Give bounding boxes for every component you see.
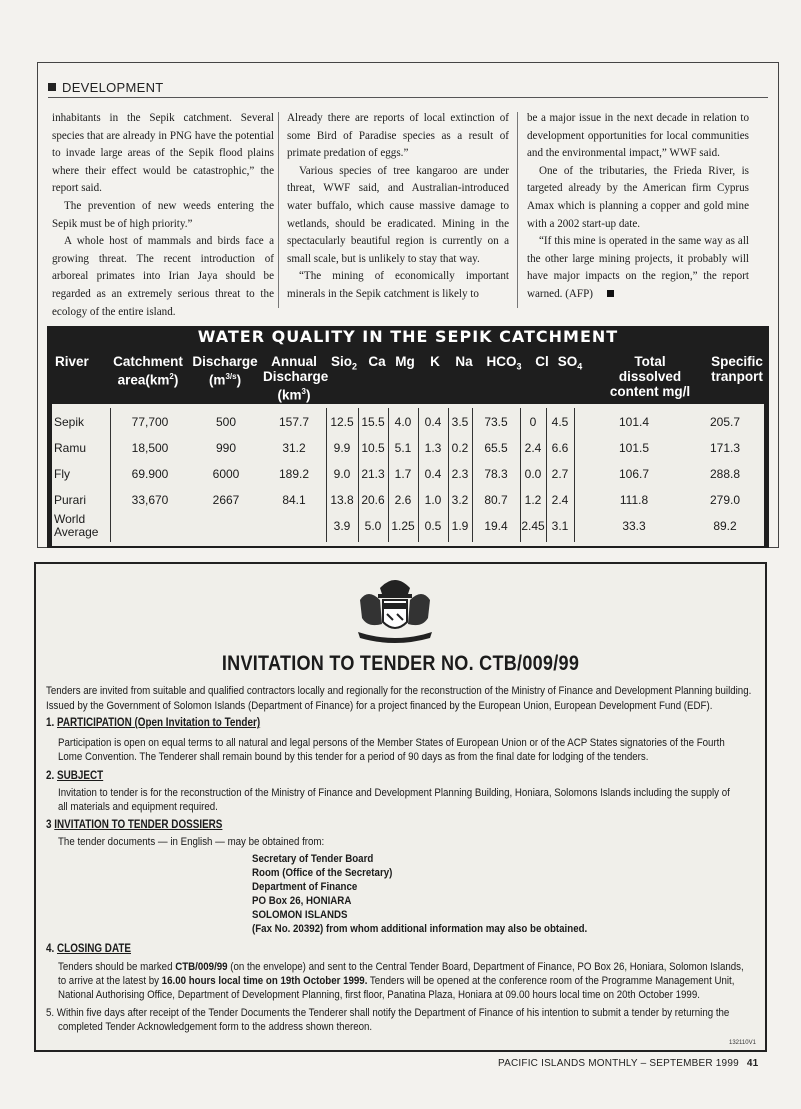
- header-specific-transport: [707, 354, 767, 384]
- cell-area: [110, 514, 190, 538]
- header-so4: $SO_4$: [557, 354, 583, 372]
- header-text: Discharge: [263, 369, 329, 384]
- header-total-dissolved: [595, 354, 705, 399]
- header-hco3: $HCO_3$: [486, 354, 522, 372]
- header-na: Na: [455, 354, 473, 369]
- table-body: [52, 404, 764, 546]
- tender-text: [58, 960, 774, 974]
- cell-cl: 0.0: [524, 467, 542, 481]
- cell-discharge: 6000: [212, 467, 240, 481]
- column-divider: [278, 112, 279, 308]
- cell-annual: 189.2: [278, 467, 310, 481]
- address-line: Department of Finance: [252, 881, 358, 893]
- text-run: Tenders should be marked: [58, 961, 176, 973]
- cell-k: 1.3: [424, 441, 442, 455]
- tender-text: The tender documents — in English — may be obtained from:: [58, 836, 325, 848]
- cell-mg: 5.1: [394, 441, 412, 455]
- cell-area: 77,700: [131, 415, 169, 429]
- cell-annual: 84.1: [282, 493, 306, 507]
- header-text: Discharge: [192, 354, 258, 369]
- section-number: 4.: [46, 943, 55, 955]
- address-line: SOLOMON ISLANDS: [252, 909, 348, 921]
- cell-river: Ramu: [54, 441, 87, 455]
- cell-na: 2.3: [451, 467, 469, 481]
- cell-ca: 5.0: [364, 519, 382, 533]
- cell-sio2: 13.8: [330, 493, 354, 507]
- header-text: (m: [208, 372, 226, 388]
- section-number: 3: [46, 819, 52, 831]
- cell-k: 0.4: [424, 415, 442, 429]
- table-row: [52, 488, 764, 512]
- cell-river: Sepik: [54, 415, 85, 429]
- section-number: 1.: [46, 717, 55, 729]
- section-heading-closing-date: [46, 942, 131, 956]
- cell-hco3: 19.4: [484, 519, 508, 533]
- cell-na: 1.9: [451, 519, 469, 533]
- header-text: dissolved: [618, 369, 682, 384]
- square-bullet-icon: [48, 83, 56, 91]
- cell-total: 101.4: [618, 415, 650, 429]
- header-k: K: [430, 354, 440, 369]
- table-row: [52, 462, 764, 486]
- tender-intro: Tenders are invited from suitable and qualified contractors locally and regionally for the reconstruction of the Ministry of Finance and Development Planning building.: [46, 685, 752, 697]
- cell-so4: 6.6: [551, 441, 569, 455]
- address-line: (Fax No. 20392) from whom additional information may also be obtained.: [252, 923, 588, 935]
- cell-area: 18,500: [131, 441, 169, 455]
- cell-k: 1.0: [424, 493, 442, 507]
- cell-area: 69.900: [131, 467, 169, 481]
- cell-k: 0.5: [424, 519, 442, 533]
- tender-text: Participation is open on equal terms to all natural and legal persons of the Member States of European Union or of the ACP States signatories of the Fourth: [58, 737, 725, 749]
- cell-na: 3.2: [451, 493, 469, 507]
- section-heading-text: CLOSING DATE: [57, 943, 132, 955]
- cell-ca: 20.6: [361, 493, 385, 507]
- article-column-1: [52, 110, 274, 321]
- section-heading-text: PARTICIPATION (Open Invitation to Tender): [57, 717, 261, 729]
- cell-cl: 2.4: [524, 441, 542, 455]
- tender-text: 5. Within five days after receipt of the Tender Documents the Tenderer shall notify the Department of Finance of his intention to submit a tender by returning the: [46, 1007, 730, 1019]
- paragraph: be a major issue in the next decade in relation to development opportunities for local communities and the environmental impact,” WWF said.: [527, 112, 749, 160]
- header-cl: Cl: [535, 354, 549, 369]
- tender-text: Invitation to tender is for the reconstruction of the Ministry of Finance and Development Planning Building, Honiara, Solomons Islands including the supply of: [58, 787, 730, 799]
- cell-annual: 31.2: [282, 441, 306, 455]
- paragraph: [527, 233, 749, 303]
- paragraph: The prevention of new weeds entering the Sepik must be of high priority.”: [52, 199, 274, 230]
- cell-total: 101.5: [618, 441, 650, 455]
- tender-intro: Issued by the Government of Solomon Islands (Department of Finance) for a project financed by the European Union, European Development Fund (EDF).: [46, 700, 713, 712]
- river-name: Average: [54, 525, 99, 539]
- header-text: SO: [557, 354, 578, 369]
- cell-ca: 10.5: [361, 441, 385, 455]
- table-row: [52, 410, 764, 434]
- header-ca: Ca: [368, 354, 386, 369]
- cell-mg: 1.25: [391, 519, 415, 533]
- section-heading-text: SUBJECT: [57, 770, 104, 782]
- paragraph: Already there are reports of local extinction of some Bird of Paradise species as a result of primate predation of eggs.”: [287, 112, 509, 160]
- paragraph: One of the tributaries, the Frieda River, is targeted already by the American firm Cyprus Amax which is planning a copper and gold mine with a 2002 start-up date.: [527, 164, 749, 230]
- cell-so4: 3.1: [551, 519, 569, 533]
- cell-total: 33.3: [622, 519, 646, 533]
- cell-so4: 4.5: [551, 415, 569, 429]
- paragraph: “The mining of economically important minerals in the Sepik catchment is likely to: [287, 270, 509, 300]
- cell-specific: 171.3: [709, 441, 741, 455]
- cell-so4: 2.7: [551, 467, 569, 481]
- page-number: 41: [746, 1058, 759, 1069]
- section-number: 2.: [46, 770, 55, 782]
- header-text: Specific: [711, 354, 763, 369]
- table-row: [52, 436, 764, 460]
- section-title: DEVELOPMENT: [62, 80, 164, 95]
- paragraph: Various species of tree kangaroo are under threat, WWF said, and Australian-introduced water buffalo, which cause massive damage to wetlands, should be eradicated. Mining in the spectacularly beautiful region is currently on a small scale, but is unlikely to stay that way.: [287, 164, 509, 265]
- header-text: area(km: [117, 372, 170, 388]
- paragraph-text: “If this mine is operated in the same way as all the other large mining projects, it probably will have major impacts on the region,” the report warned. (AFP): [527, 235, 749, 300]
- cell-mg: 1.7: [394, 467, 412, 481]
- section-heading-participation: [46, 716, 260, 730]
- section-heading-text: INVITATION TO TENDER DOSSIERS: [54, 819, 223, 831]
- cell-hco3: 78.3: [484, 467, 508, 481]
- article-column-2: [287, 110, 509, 304]
- column-divider: [517, 112, 518, 308]
- tender-text: [58, 974, 774, 988]
- tender-text: completed Tender Acknowledgement form to the address shown thereon.: [58, 1021, 373, 1033]
- table-row: [52, 514, 764, 538]
- river-name: World: [54, 512, 86, 526]
- page-footer: [498, 1058, 758, 1069]
- tender-title: INVITATION TO TENDER NO. CTB/009/99: [221, 652, 580, 675]
- cell-sio2: 9.0: [333, 467, 351, 481]
- header-discharge: Discharge $(m^{3/s})$: [192, 354, 258, 388]
- cell-na: 0.2: [451, 441, 469, 455]
- cell-hco3: 73.5: [484, 415, 508, 429]
- cell-cl: 1.2: [524, 493, 542, 507]
- cell-hco3: 80.7: [484, 493, 508, 507]
- cell-area: 33,670: [131, 493, 169, 507]
- table-title: WATER QUALITY IN THE SEPIK CATCHMENT: [197, 327, 619, 346]
- header-text: tranport: [711, 369, 763, 384]
- text-run: to arrive at the latest by: [58, 975, 162, 987]
- header-text: Total: [634, 354, 666, 369]
- cell-mg: 2.6: [394, 493, 412, 507]
- cell-sio2: 3.9: [333, 519, 351, 533]
- section-rule: [48, 97, 768, 98]
- address-line: PO Box 26, HONIARA: [252, 895, 352, 907]
- section-heading-dossiers: [46, 818, 222, 832]
- address-line: Secretary of Tender Board: [252, 853, 374, 865]
- cell-sio2: 12.5: [330, 415, 354, 429]
- cell-k: 0.4: [424, 467, 442, 481]
- address-line: Room (Office of the Secretary): [252, 867, 393, 879]
- header-superscript: 3/s: [225, 372, 237, 381]
- cell-discharge: 990: [215, 441, 237, 455]
- header-text: content mg/l: [609, 384, 691, 399]
- cell-total: 106.7: [618, 467, 650, 481]
- section-label: [48, 80, 164, 95]
- paragraph: inhabitants in the Sepik catchment. Several species that are already in PNG have the potential to invade large areas of the Sepik flood plains where their effect would be catastrophic,” the report said.: [52, 112, 274, 195]
- header-text: HCO: [486, 354, 517, 369]
- cell-discharge: 500: [215, 415, 237, 429]
- cell-specific: 288.8: [709, 467, 741, 481]
- text-run: Tenders will be opened at the conference room of the Programme Management Unit,: [367, 975, 735, 987]
- tender-reference: CTB/009/99: [175, 961, 228, 973]
- end-mark-icon: [607, 290, 614, 297]
- header-text: (km: [277, 387, 302, 403]
- cell-discharge: [190, 514, 262, 538]
- cell-specific: 205.7: [709, 415, 741, 429]
- header-sio2: Sio$_2$: [330, 354, 358, 372]
- article-column-3: [527, 110, 749, 304]
- tender-text: all materials and equipment required.: [58, 801, 218, 813]
- cell-river: [52, 513, 112, 537]
- cell-specific: 89.2: [713, 519, 737, 533]
- footer-publication: PACIFIC ISLANDS MONTHLY – SEPTEMBER 1999: [498, 1058, 739, 1069]
- header-catchment: Catchment $area(km^2)$: [113, 354, 183, 388]
- cell-so4: 2.4: [551, 493, 569, 507]
- solomon-islands-coat-of-arms-icon: [350, 570, 440, 650]
- cell-river: Fly: [54, 467, 70, 481]
- cell-cl: 0: [529, 415, 537, 429]
- header-annual-discharge: Annual Discharge $(km^3)$: [263, 354, 329, 403]
- cell-ca: 21.3: [361, 467, 385, 481]
- ad-code: 132110V1: [729, 1040, 756, 1046]
- header-text: Sio: [330, 354, 352, 369]
- cell-river: Purari: [54, 493, 87, 507]
- header-text: Catchment: [113, 354, 183, 369]
- tender-text: Lome Convention. The Tenderer shall remain bound by this tender for a period of 90 days as from the final date for lodging of the tenders.: [58, 751, 649, 763]
- cell-na: 3.5: [451, 415, 469, 429]
- section-heading-subject: [46, 769, 103, 783]
- cell-total: 111.8: [619, 493, 649, 507]
- cell-specific: 279.0: [709, 493, 741, 507]
- text-run: (on the envelope) and sent to the Central Tender Board, Department of Finance, PO Box 26, Honiara, Solomon Islands,: [227, 961, 744, 973]
- header-text: Annual: [271, 354, 317, 369]
- cell-sio2: 9.9: [333, 441, 351, 455]
- closing-time: 16.00 hours local time on 19th October 1999.: [161, 975, 368, 987]
- cell-ca: 15.5: [361, 415, 385, 429]
- cell-discharge: 2667: [212, 493, 240, 507]
- tender-text: National Authorising Office, Department of Development Planning, first floor, Panatina Plaza, Honiara at 09.00 hours local time on 20th October 1999.: [58, 989, 700, 1001]
- water-quality-table: [47, 326, 769, 548]
- paragraph: A whole host of mammals and birds face a growing threat. The recent introduction of arboreal primates into Irian Jaya should be regarded as an extremely serious threat to the ecology of the entire island.: [52, 235, 274, 318]
- cell-annual: [262, 514, 326, 538]
- cell-annual: 157.7: [278, 415, 310, 429]
- header-mg: Mg: [395, 354, 415, 369]
- cell-cl: 2.45: [521, 519, 545, 533]
- cell-mg: 4.0: [394, 415, 412, 429]
- cell-hco3: 65.5: [484, 441, 508, 455]
- header-river: River: [55, 354, 89, 369]
